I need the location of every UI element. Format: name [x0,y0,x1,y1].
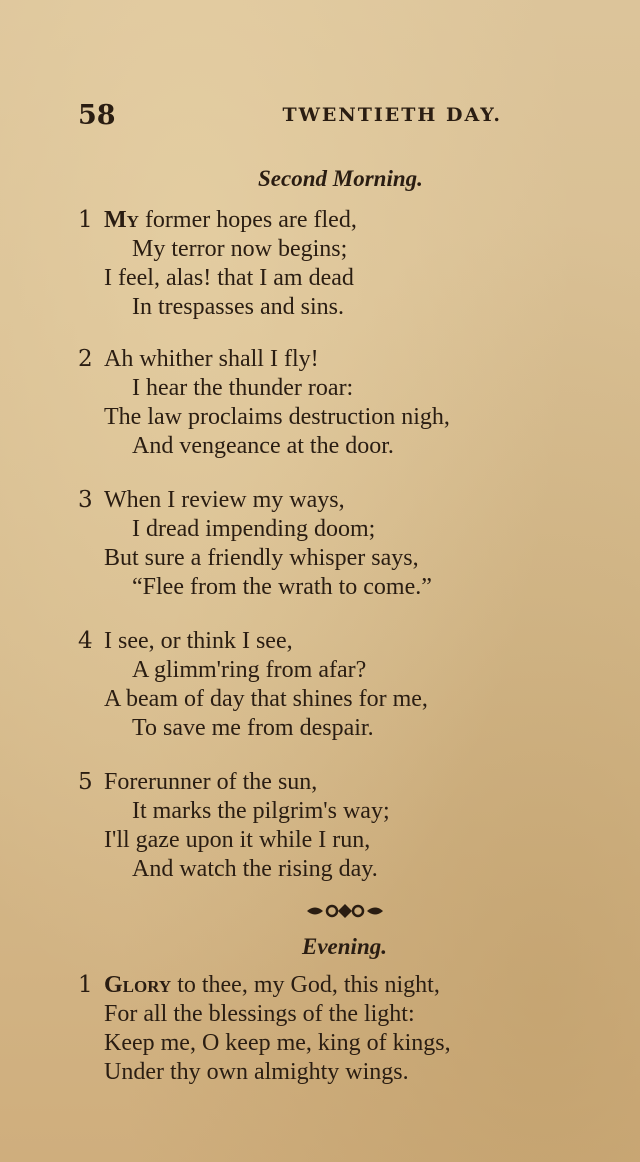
verse-line: And vengeance at the door. [132,433,394,459]
verse-number: 2 [78,346,93,372]
verse-line: For all the blessings of the light: [104,1001,415,1027]
verse-line: And watch the rising day. [132,856,378,882]
verse-line: I dread impending doom; [132,516,376,542]
verse-line: Ah whither shall I fly! [104,346,319,372]
verse-line: I'll gaze upon it while I run, [104,827,371,853]
verse-line: A beam of day that shines for me, [104,686,428,712]
verse-line: I see, or think I see, [104,628,293,654]
fleuron-divider-icon [305,901,385,921]
verse-line [104,971,440,1000]
verse-first-word: Glory [104,972,172,998]
verse-number: 5 [78,769,93,795]
verse-line: It marks the pilgrim's way; [132,798,390,824]
verse-number: 3 [78,487,93,513]
verse-line: In trespasses and sins. [132,294,344,320]
running-title: TWENTIETH DAY. [282,104,502,126]
verse-line: But sure a friendly whisper says, [104,545,419,571]
verse-number: 4 [78,628,93,654]
verse-number: 1 [78,972,93,998]
verse-line: Forerunner of the sun, [104,769,318,795]
verse-line: “Flee from the wrath to come.” [132,574,432,600]
verse-line: Keep me, O keep me, king of kings, [104,1030,451,1056]
evening-heading: Evening. [302,934,387,959]
verse-line-rest: to thee, my God, this night, [171,972,440,998]
verse-line: The law proclaims destruction nigh, [104,404,450,430]
verse-line: To save me from despair. [132,715,374,741]
morning-heading: Second Morning. [258,166,423,191]
verse-line: A glimm'ring from afar? [132,657,367,683]
verse-line: I feel, alas! that I am dead [104,265,354,291]
verse-first-word: My [104,207,139,233]
verse-line: When I review my ways, [104,487,345,513]
verse-line: My terror now begins; [132,236,348,262]
verse-number: 1 [78,207,93,233]
running-head [78,100,502,130]
page-number: 58 [78,100,116,131]
verse-line [104,206,357,235]
verse-line: I hear the thunder roar: [132,375,354,401]
verse-line-rest: former hopes are fled, [138,207,357,233]
verse-line: Under thy own almighty wings. [104,1059,409,1085]
